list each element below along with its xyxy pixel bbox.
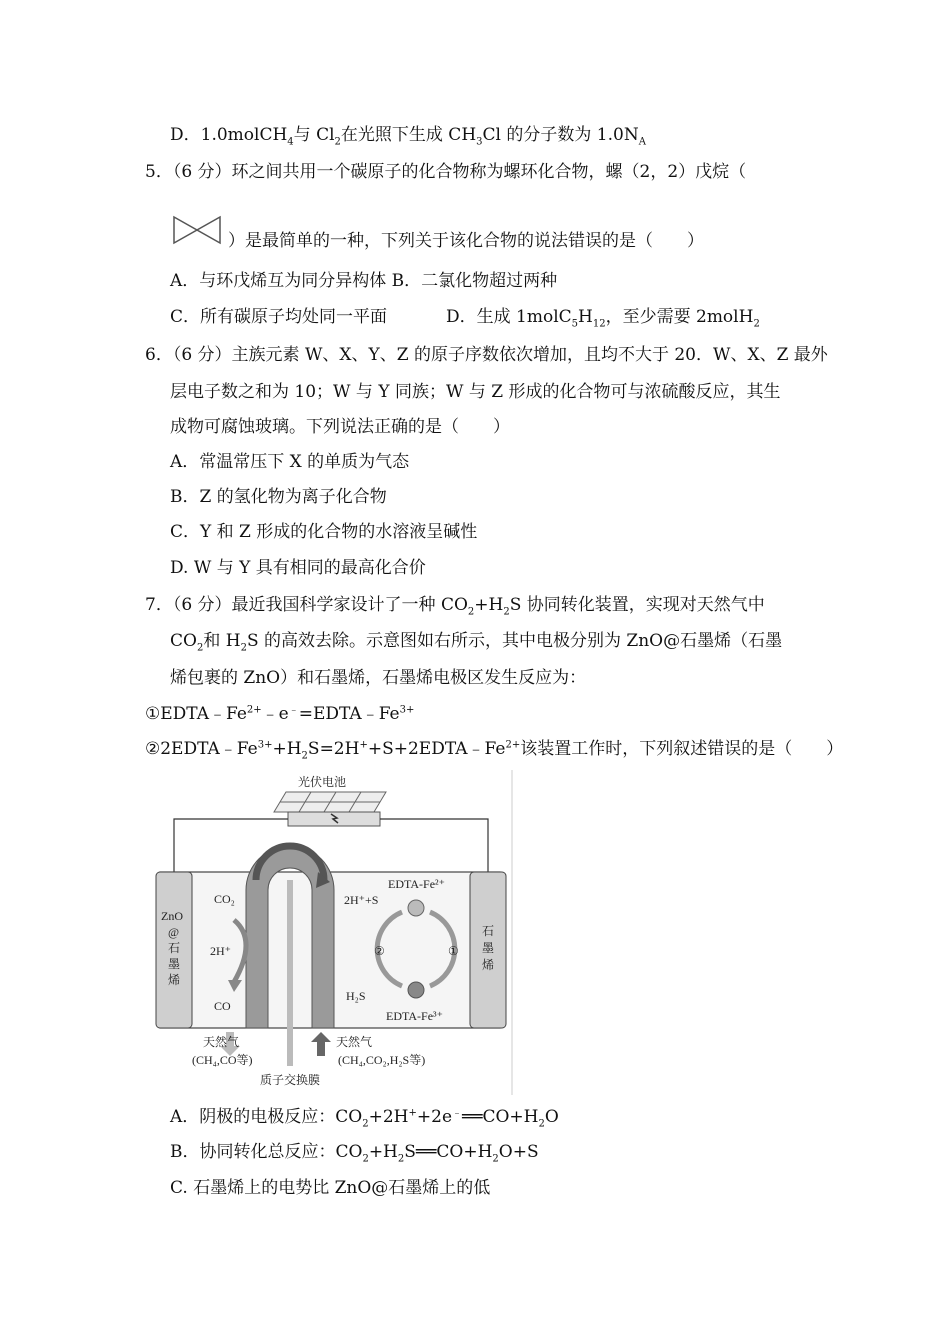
right-electrode-label-2: 墨 — [482, 941, 495, 955]
q6-stem-line1: 6．（6 分）主族元素 W、X、Y、Z 的原子序数依次增加，且均不大于 20．W、X、Z 最外 — [145, 345, 828, 365]
q7-option-a: A．阴极的电极反应：$CO_2+2H^++2e^﹣══CO+H_2O$ — [170, 1107, 559, 1130]
q5-option-d: D．生成 $1molC_5H_{12}$，至少需要 2molH$_2$ — [446, 307, 760, 330]
q5-option-ab: A．与环戊烯互为同分异构体 B．二氯化物超过两种 — [170, 271, 558, 291]
q5-stem-line1: 5．（6 分）环之间共用一个碳原子的化合物称为螺环化合物，螺（2，2）戊烷（ — [145, 162, 747, 182]
q4-option-d: D．1.0molCH$_4$与 $Cl_2$在光照下生成 $CH_3Cl$ 的分子数为 $1.0N_A$ — [170, 125, 646, 148]
left-electrode-label-4: 墨 — [168, 957, 181, 971]
q6-option-c: C．Y 和 Z 形成的化合物的水溶液呈碱性 — [170, 522, 478, 542]
q7-stem-line2: $CO_2$和 $H_2S$ 的高效去除。示意图如右所示，其中电极分别为 ZnO@石墨烯（石墨 — [170, 631, 783, 654]
solar-panel-icon — [274, 792, 386, 812]
q5-option-c: C．所有碳原子均处同一平面 — [170, 307, 388, 327]
q7-option-c: C. 石墨烯上的电势比 ZnO@石墨烯上的低 — [170, 1178, 491, 1198]
solar-cell-label: 光伏电池 — [298, 775, 347, 789]
gas-in-arrow-icon — [311, 1032, 331, 1042]
gas-in-arrow-stem — [317, 1042, 325, 1056]
left-electrode-label-3: 石 — [168, 941, 181, 955]
q6-option-d: D. W 与 Y 具有相同的最高化合价 — [170, 558, 426, 578]
edta-fe3-particle — [408, 982, 424, 998]
h2s-label: H₂S — [346, 989, 366, 1003]
natural-gas-out-label: 天然气 — [203, 1035, 240, 1049]
left-electrode-label-1: ZnO — [161, 909, 183, 923]
spiropentane-structure-icon — [172, 215, 222, 245]
co-label: CO — [214, 999, 231, 1013]
q6-stem-line3: 成物可腐蚀玻璃。下列说法正确的是（ ） — [170, 417, 510, 437]
q7-stem-line3: 烯包裹的 ZnO）和石墨烯，石墨烯电极区发生反应为： — [170, 668, 587, 688]
co2-label: CO₂ — [214, 892, 235, 906]
q6-option-b: B．Z 的氢化物为离子化合物 — [170, 487, 387, 507]
q7-reaction-1: $①EDTA﹣Fe^{2+}﹣e^﹣=EDTA﹣Fe^{3+}$ — [145, 704, 415, 724]
q7-stem-line1: 7．（6 分）最近我国科学家设计了一种 $CO_2+H_2S$ 协同转化装置，实现对天然气中 — [145, 595, 765, 618]
q5-stem-line2: ）是最简单的一种，下列关于该化合物的说法错误的是（ ） — [228, 231, 704, 251]
edta-fe2-particle — [408, 900, 424, 916]
right-electrode-label-3: 烯 — [482, 958, 495, 972]
right-electrode-label-1: 石 — [482, 924, 495, 938]
natural-gas-in-composition: (CH₄,CO₂,H₂S等) — [338, 1053, 426, 1067]
edta-fe3-label: EDTA-Fe³⁺ — [386, 1009, 443, 1023]
natural-gas-in-label: 天然气 — [336, 1035, 373, 1049]
q7-option-b: B．协同转化总反应：$CO_2+H_2S══CO+H_2O+S$ — [170, 1142, 539, 1165]
electrolysis-device-diagram — [148, 770, 518, 1095]
q6-stem-line2: 层电子数之和为 10；W 与 Y 同族；W 与 Z 形成的化合物可与浓硫酸反应，其生 — [170, 382, 781, 402]
natural-gas-out-composition: (CH₄,CO等) — [192, 1053, 253, 1067]
left-electrode-label-5: 烯 — [168, 973, 181, 987]
h-plus-label: 2H⁺ — [210, 944, 231, 958]
membrane-label: 质子交换膜 — [260, 1073, 321, 1087]
step-1-label: ① — [448, 944, 459, 958]
edta-fe2-label: EDTA-Fe²⁺ — [388, 877, 445, 891]
h-plus-s-label: 2H⁺+S — [344, 893, 379, 907]
q6-option-a: A．常温常压下 X 的单质为气态 — [170, 452, 410, 472]
q7-reaction-2: $②2EDTA﹣Fe^{3+}+H_2S=2H^++S+2EDTA﹣Fe^{2+}$该装置工作时，下列叙述错误的是（ ） — [145, 739, 844, 762]
left-electrode-label-2: @ — [168, 925, 180, 939]
step-2-label: ② — [374, 944, 385, 958]
